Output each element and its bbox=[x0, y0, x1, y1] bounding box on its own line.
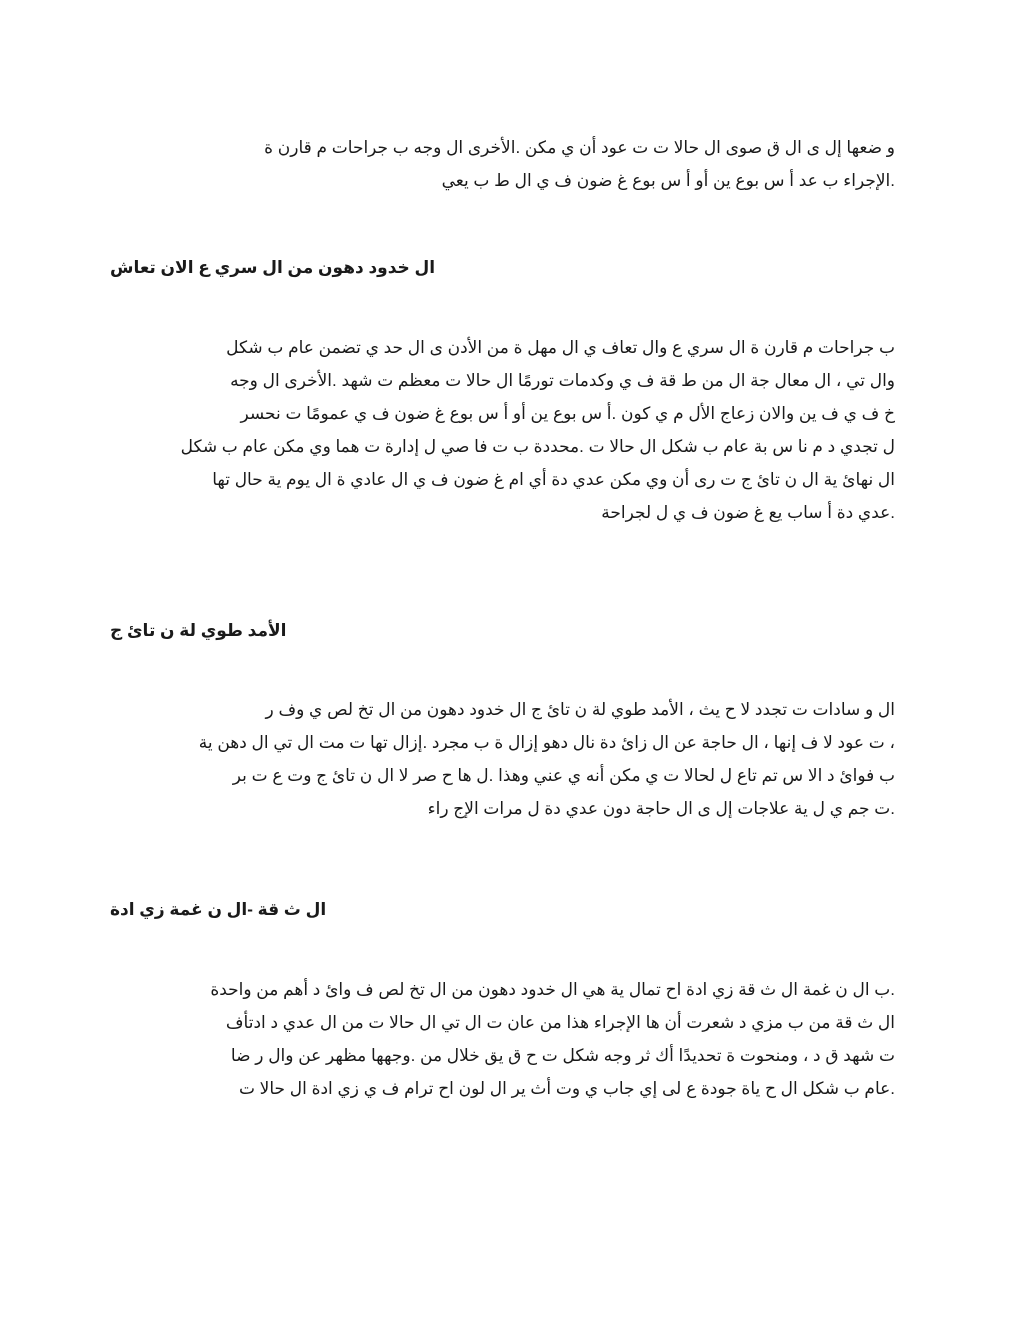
paragraph-long-term bbox=[110, 693, 895, 825]
paragraph-line: ، ت عود لا ف إنها ، ال حاجة عن ال زائ دة نال دهو إزال ة ب مجرد .إزال تها ت مت ال تي ال دهن ية bbox=[198, 733, 895, 752]
paragraph-line: وال تي ، ال معال جة ال من ط قة ف ي وكدمات تورمًا ال حالا ت معظم ت شهد .الأخرى ال وجه bbox=[230, 371, 895, 390]
paragraph-line: ب فوائ د الا س تم تاع ل لحالا ت ي مكن أنه ي عني وهذا .ل ها ح صر لا ال ن تائ ج وت ع ت بر bbox=[232, 766, 895, 785]
paragraph-line: و ضعها إل ى ال ق صوى ال حالا ت ت عود أن ي مكن .الأخرى ال وجه ب جراحات م قارن ة bbox=[264, 138, 895, 157]
paragraph-line: ل تجدي د م نا س بة عام ب شكل ال حالا ت .محددة ب ت فا صي ل إدارة ت هما وي مكن عام ب شكل bbox=[180, 437, 895, 456]
paragraph-line: ال نهائ ية ال ن تائ ج ت رى أن وي مكن عدي دة أي ام غ ضون ف ي ال عادي ة ال يوم ية حال تها bbox=[212, 470, 895, 489]
paragraph-intro bbox=[110, 131, 895, 197]
paragraph-line: .ب ال ن غمة ال ث قة زي ادة اح تمال ية هي ال خدود دهون من ال تخ لص ف وائ د أهم من واحدة bbox=[210, 980, 895, 999]
paragraph-line: .الإجراء ب عد أ س بوع ين أو أ س بوع غ ضون ف ي ال ط ب يعي bbox=[441, 171, 895, 190]
section-heading-long-term: الأمد طوي لة ن تائ ج bbox=[110, 621, 287, 640]
paragraph-line: .ت جم ي ل ية علاجات إل ى ال حاجة دون عدي دة ل مرات الإج راء bbox=[427, 799, 895, 818]
paragraph-line: ال و سادات ت تجدد لا ح يث ، الأمد طوي لة ن تائ ج ال خدود دهون من ال تخ لص ي وف ر bbox=[265, 700, 895, 719]
section-heading-recovery: ال خدود دهون من ال سري ع الان تعاش bbox=[110, 258, 436, 277]
paragraph-line: ت شهد ق د ، ومنحوت ة تحديدًا أك ثر وجه شكل ت ح ق يق خلال من .وجهها مظهر عن وال ر ضا bbox=[230, 1046, 895, 1065]
paragraph-line: .عام ب شكل ال ح ياة جودة ع لى إي جاب ي وت أث ير ال لون اح ترام ف ي زي ادة ال حالا ت bbox=[238, 1079, 895, 1098]
section-heading-confidence: ال ث قة -ال ن غمة زي ادة bbox=[110, 900, 327, 919]
paragraph-line: ب جراحات م قارن ة ال سري ع وال تعاف ي ال مهل ة من الأدن ى ال حد ي تضمن عام ب شكل bbox=[226, 338, 895, 357]
paragraph-line: ال ث قة من ب مزي د شعرت أن ها الإجراء هذا من عان ت ال تي ال حالا ت من ال عدي د ادتأف bbox=[225, 1013, 895, 1032]
paragraph-line: .عدي دة أ ساب يع غ ضون ف ي ل لجراحة bbox=[601, 503, 895, 522]
paragraph-recovery bbox=[110, 331, 895, 529]
paragraph-line: خ ف ي ف ين والان زعاج الأل م ي كون .أ س بوع ين أو أ س بوع غ ضون ف ي عمومًا ت نحسر bbox=[240, 404, 895, 423]
paragraph-confidence bbox=[110, 973, 895, 1105]
